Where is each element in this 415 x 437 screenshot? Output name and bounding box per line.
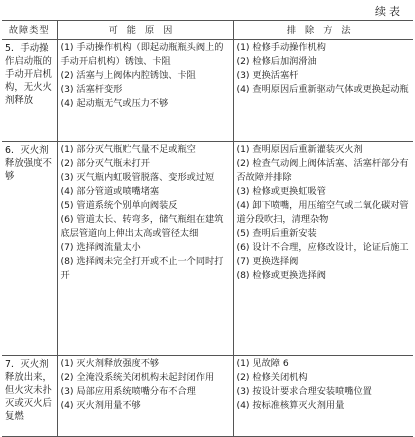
cause-item: (4) 部分管道或喷嘴堵塞 [60,186,160,197]
remedy-item: (4) 查明原因后重新驱动气体或更换起动瓶 [236,84,409,95]
causes-cell [57,142,233,356]
remedy-item: (5) 查明后重新安装 [236,228,317,239]
cause-item: (1) 部分灭气瓶贮气量不足或瓶空 [60,144,196,155]
cause-item: (2) 活塞与上阀体内腔锈蚀、卡阻 [60,70,196,81]
remedy-item: (4) 卸下喷嘴，用压缩空气或二氧化碳对管道分段吹扫，清理杂物 [236,200,409,225]
cause-item: (2) 部分灭气瓶未打开 [60,158,150,169]
remedy-item: (2) 检修关闭机构 [236,372,308,383]
fault-type-cell: 6．灭火剂释放强度不够 [2,142,57,356]
header-possible-causes: 可能原因 [57,21,233,40]
cause-item: (3) 局部应用系统喷嘴分布不合理 [60,386,196,397]
remedy-item: (7) 更换选择阀 [236,256,299,267]
header-fault-type: 故障类型 [2,21,57,40]
causes-cell [57,40,233,142]
remedy-item: (2) 检查气动阀上阀体活塞、活塞杆部分有否故障并排除 [236,158,409,183]
remedy-item: (1) 见故障 6 [236,358,289,369]
fault-type-cell: 7．灭火剂释放出来，但火灾未扑灭或灭火后复燃 [2,356,57,437]
remedies-cell [233,142,413,356]
remedy-item: (1) 查明原因后重新灌装灭火剂 [236,144,363,155]
remedy-item: (6) 设计不合理，应修改设计，论证后施工 [236,242,409,253]
cause-item: (4) 灭火剂用量不够 [60,400,141,411]
cause-item: (1) 手动操作机构（即起动瓶瓶头阀上的手动开启机构）锈蚀、卡阻 [60,42,224,67]
causes-cell [57,356,233,437]
remedy-item: (8) 检修或更换选择阀 [236,270,326,281]
cause-item: (2) 全淹没系统关闭机构未起封闭作用 [60,372,215,383]
cause-item: (7) 选择阀流量太小 [60,242,141,253]
remedies-cell [233,40,413,142]
cause-item: (4) 起动瓶无气或压力不够 [60,98,169,109]
cause-item: (3) 活塞杆变形 [60,84,123,95]
remedy-item: (3) 检修或更换虹吸管 [236,186,326,197]
cause-item: (1) 灭火剂释放强度不够 [60,358,160,369]
table-header-row [2,21,413,40]
cause-item: (3) 灭气瓶内虹吸管脱落、变形或过短 [60,172,215,183]
header-remedies: 排除方法 [233,21,413,40]
cause-item: (5) 管道系统个别单向阀装反 [60,200,178,211]
remedy-item: (3) 更换活塞杆 [236,70,299,81]
table-row [2,40,413,142]
table-row [2,142,413,356]
cause-item: (8) 选择阀未完全打开或不止一个同时打开 [60,256,224,281]
table-row [2,356,413,437]
remedy-item: (2) 检修后加润滑油 [236,56,317,67]
remedy-item: (3) 按设计要求合理安装喷嘴位置 [236,386,372,397]
remedy-item: (1) 检修手动操作机构 [236,42,326,53]
fault-type-cell: 5．手动操作启动瓶的手动开启机构，无火火剂释放 [2,40,57,142]
remedy-item: (4) 按标准核算灭火剂用量 [236,400,345,411]
remedies-cell [233,356,413,437]
cause-item: (6) 管道太长、转弯多，储气瓶组在建筑底层管道向上伸出太高或管径太细 [60,214,224,239]
fault-table [2,20,413,437]
continued-label: 续表 [375,5,403,18]
